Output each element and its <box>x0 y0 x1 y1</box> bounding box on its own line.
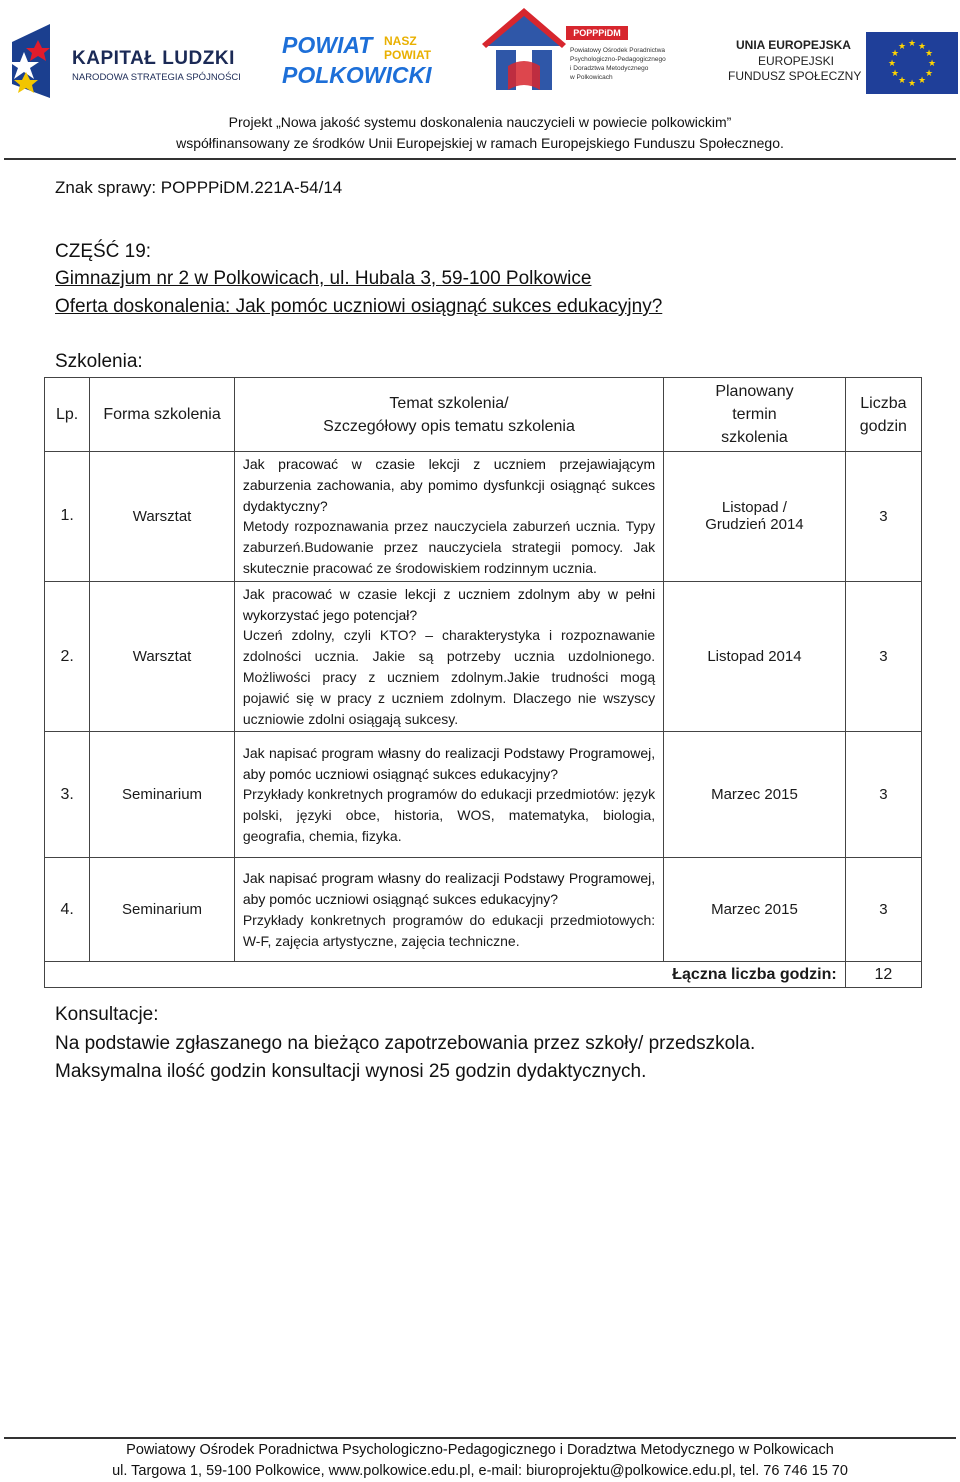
header-forma: Forma szkolenia <box>90 378 235 452</box>
powiat-logo-line1: POWIAT <box>282 32 373 58</box>
popppidm-description: Powiatowy Ośrodek Poradnictwa Psychologiczno-Pedagogicznego i Doradztwa Metodycznego w Polkowicach <box>570 47 666 81</box>
row-termin: Listopad / Grudzień 2014 <box>664 452 846 582</box>
row-description <box>234 858 663 962</box>
header-temat-line2: Szczegółowy opis tematu szkolenia <box>323 417 575 435</box>
kapital-ludzki-subtitle: NARODOWA STRATEGIA SPÓJNOŚCI <box>72 72 241 83</box>
eu-logo-line1: UNIA EUROPEJSKA <box>736 38 851 52</box>
svg-text:★: ★ <box>887 59 897 69</box>
svg-text:★: ★ <box>907 79 917 89</box>
powiat-polkowicki-logo <box>280 32 440 90</box>
row-hours: 3 <box>845 858 921 962</box>
svg-text:★: ★ <box>897 76 907 86</box>
project-line-2: współfinansowany ze środków Unii Europejskiej w ramach Europejskiego Funduszu Społecznego. <box>176 135 784 151</box>
row-forma: Warsztat <box>90 581 235 732</box>
header-termin-line1: Planowany <box>715 383 794 400</box>
header-liczba <box>845 378 921 452</box>
eu-logo <box>728 30 960 94</box>
total-label: Łączna liczba godzin: <box>45 962 846 988</box>
row-lp: 4. <box>45 858 90 962</box>
row-description <box>234 452 663 582</box>
row-lp: 2. <box>45 581 90 732</box>
row-forma: Seminarium <box>90 858 235 962</box>
svg-text:★: ★ <box>897 42 907 52</box>
total-value: 12 <box>845 962 921 988</box>
header-termin-line2: termin <box>732 406 777 423</box>
consult-heading: Konsultacje: <box>55 1004 159 1025</box>
project-line-1: Projekt „Nowa jakość systemu doskonalenia nauczycieli w powiecie polkowickim” <box>228 114 732 130</box>
row-details: Przykłady konkretnych programów do edukacji przedmiotowych: W-F, zajęcia artystyczne, zajęcia techniczne. <box>242 911 656 949</box>
row-description <box>234 732 663 858</box>
table-row <box>45 581 922 732</box>
eu-logo-line2: EUROPEJSKI <box>758 54 835 68</box>
eu-logo-line3: FUNDUSZ SPOŁECZNY <box>728 69 862 83</box>
table-row <box>45 858 922 962</box>
kapital-ludzki-emblem-icon <box>8 22 68 100</box>
header-liczba-line2: godzin <box>859 417 907 435</box>
row-forma: Seminarium <box>90 732 235 858</box>
kapital-ludzki-title: KAPITAŁ LUDZKI <box>72 48 235 69</box>
eu-flag-icon <box>866 32 958 94</box>
popppidm-house-icon <box>478 6 570 98</box>
row-hours: 3 <box>845 732 921 858</box>
row-termin: Marzec 2015 <box>664 858 846 962</box>
row-hours: 3 <box>845 452 921 582</box>
svg-text:★: ★ <box>890 49 900 59</box>
row-details: Metody rozpoznawania przez nauczyciela zaburzeń ucznia. Typy zaburzeń.Budowanie przez nauczyciela strategii pomocy. Jak skutecznie pracować ze środowiskiem rodzinnym ucznia. <box>242 518 656 576</box>
table-header-row <box>45 378 922 452</box>
header-temat <box>234 378 663 452</box>
table-row <box>45 732 922 858</box>
consult-line-2: Maksymalna ilość godzin konsultacji wynosi 25 godzin dydaktycznych. <box>55 1061 647 1082</box>
row-description <box>234 581 663 732</box>
part-label: CZĘŚĆ 19: <box>55 241 152 262</box>
row-hours: 3 <box>845 581 921 732</box>
school-address: Gimnazjum nr 2 w Polkowicach, ul. Hubala 3, 59-100 Polkowice <box>55 268 592 289</box>
footer-line-1: Powiatowy Ośrodek Poradnictwa Psychologiczno-Pedagogicznego i Doradztwa Metodycznego w Polkowicach <box>126 1442 834 1458</box>
kapital-ludzki-logo <box>8 22 248 100</box>
powiat-logo-line2: POLKOWICKI <box>282 62 432 88</box>
popppidm-name: POPPPiDM <box>566 26 628 40</box>
row-topic: Jak pracować w czasie lekcji z uczniem zdolnym aby w pełni wykorzystać jego potencjał? <box>242 585 656 623</box>
svg-text:★: ★ <box>907 39 917 49</box>
row-forma: Warsztat <box>90 452 235 582</box>
header-liczba-line1: Liczba <box>860 394 907 412</box>
svg-text:★: ★ <box>927 59 937 69</box>
row-topic: Jak napisać program własny do realizacji Podstawy Programowej, aby pomóc uczniowi osiągnąć sukces edukacyjny? <box>242 744 656 782</box>
row-termin: Marzec 2015 <box>664 732 846 858</box>
table-row <box>45 452 922 582</box>
consult-line-1: Na podstawie zgłaszanego na bieżąco zapotrzebowania przez szkoły/ przedszkola. <box>55 1033 756 1054</box>
row-details: Przykłady konkretnych programów do edukacji przedmiotów: język polski, języki obce, historia, WOS, matematyka, biologia, geografia, chemia, fizyka. <box>242 786 656 845</box>
row-lp: 1. <box>45 452 90 582</box>
svg-text:★: ★ <box>924 49 934 59</box>
row-topic: Jak pracować w czasie lekcji z uczniem przejawiającym zaburzenia zachowania, aby pomimo dysfunkcji osiągnąć sukces dydaktyczny? <box>242 456 656 514</box>
svg-text:★: ★ <box>890 69 900 79</box>
offer-title: Oferta doskonalenia: Jak pomóc uczniowi osiągnąć sukces edukacyjny? <box>55 296 663 317</box>
row-lp: 3. <box>45 732 90 858</box>
header-termin-line3: szkolenia <box>721 429 788 446</box>
header-termin <box>664 378 846 452</box>
footer-rule <box>4 1437 956 1439</box>
table-total-row <box>45 962 922 988</box>
row-termin: Listopad 2014 <box>664 581 846 732</box>
powiat-logo-nasz: NASZ POWIAT <box>384 34 432 62</box>
header-rule <box>4 158 956 160</box>
svg-text:★: ★ <box>917 76 927 86</box>
page-header <box>0 0 960 160</box>
popppidm-logo <box>478 6 678 98</box>
trainings-table <box>44 377 922 988</box>
svg-text:★: ★ <box>917 42 927 52</box>
footer-line-2: ul. Targowa 1, 59-100 Polkowice, www.polkowice.edu.pl, e-mail: biuroprojektu@polkowice.edu.pl, tel. 76 746 15 70 <box>112 1463 848 1479</box>
header-lp: Lp. <box>45 378 90 452</box>
header-temat-line1: Temat szkolenia/ <box>389 394 509 412</box>
svg-text:★: ★ <box>924 69 934 79</box>
row-details: Uczeń zdolny, czyli KTO? – charakterystyka i rozpoznawanie zdolności ucznia. Jakie są potrzeby ucznia uzdolnionego. Możliwości pracy z uczniem zdolnym.Jakie trudności mogą pojawić się w pracy z uczniem zdolnym. Dlaczego nie wszyscy uczniowie zdolni osiągają sukcesy. <box>242 627 656 727</box>
case-number: Znak sprawy: POPPPiDM.221A-54/14 <box>55 178 343 197</box>
row-topic: Jak napisać program własny do realizacji Podstawy Programowej, aby pomóc uczniowi osiągnąć sukces edukacyjny? <box>242 870 656 908</box>
trainings-heading: Szkolenia: <box>55 351 143 372</box>
